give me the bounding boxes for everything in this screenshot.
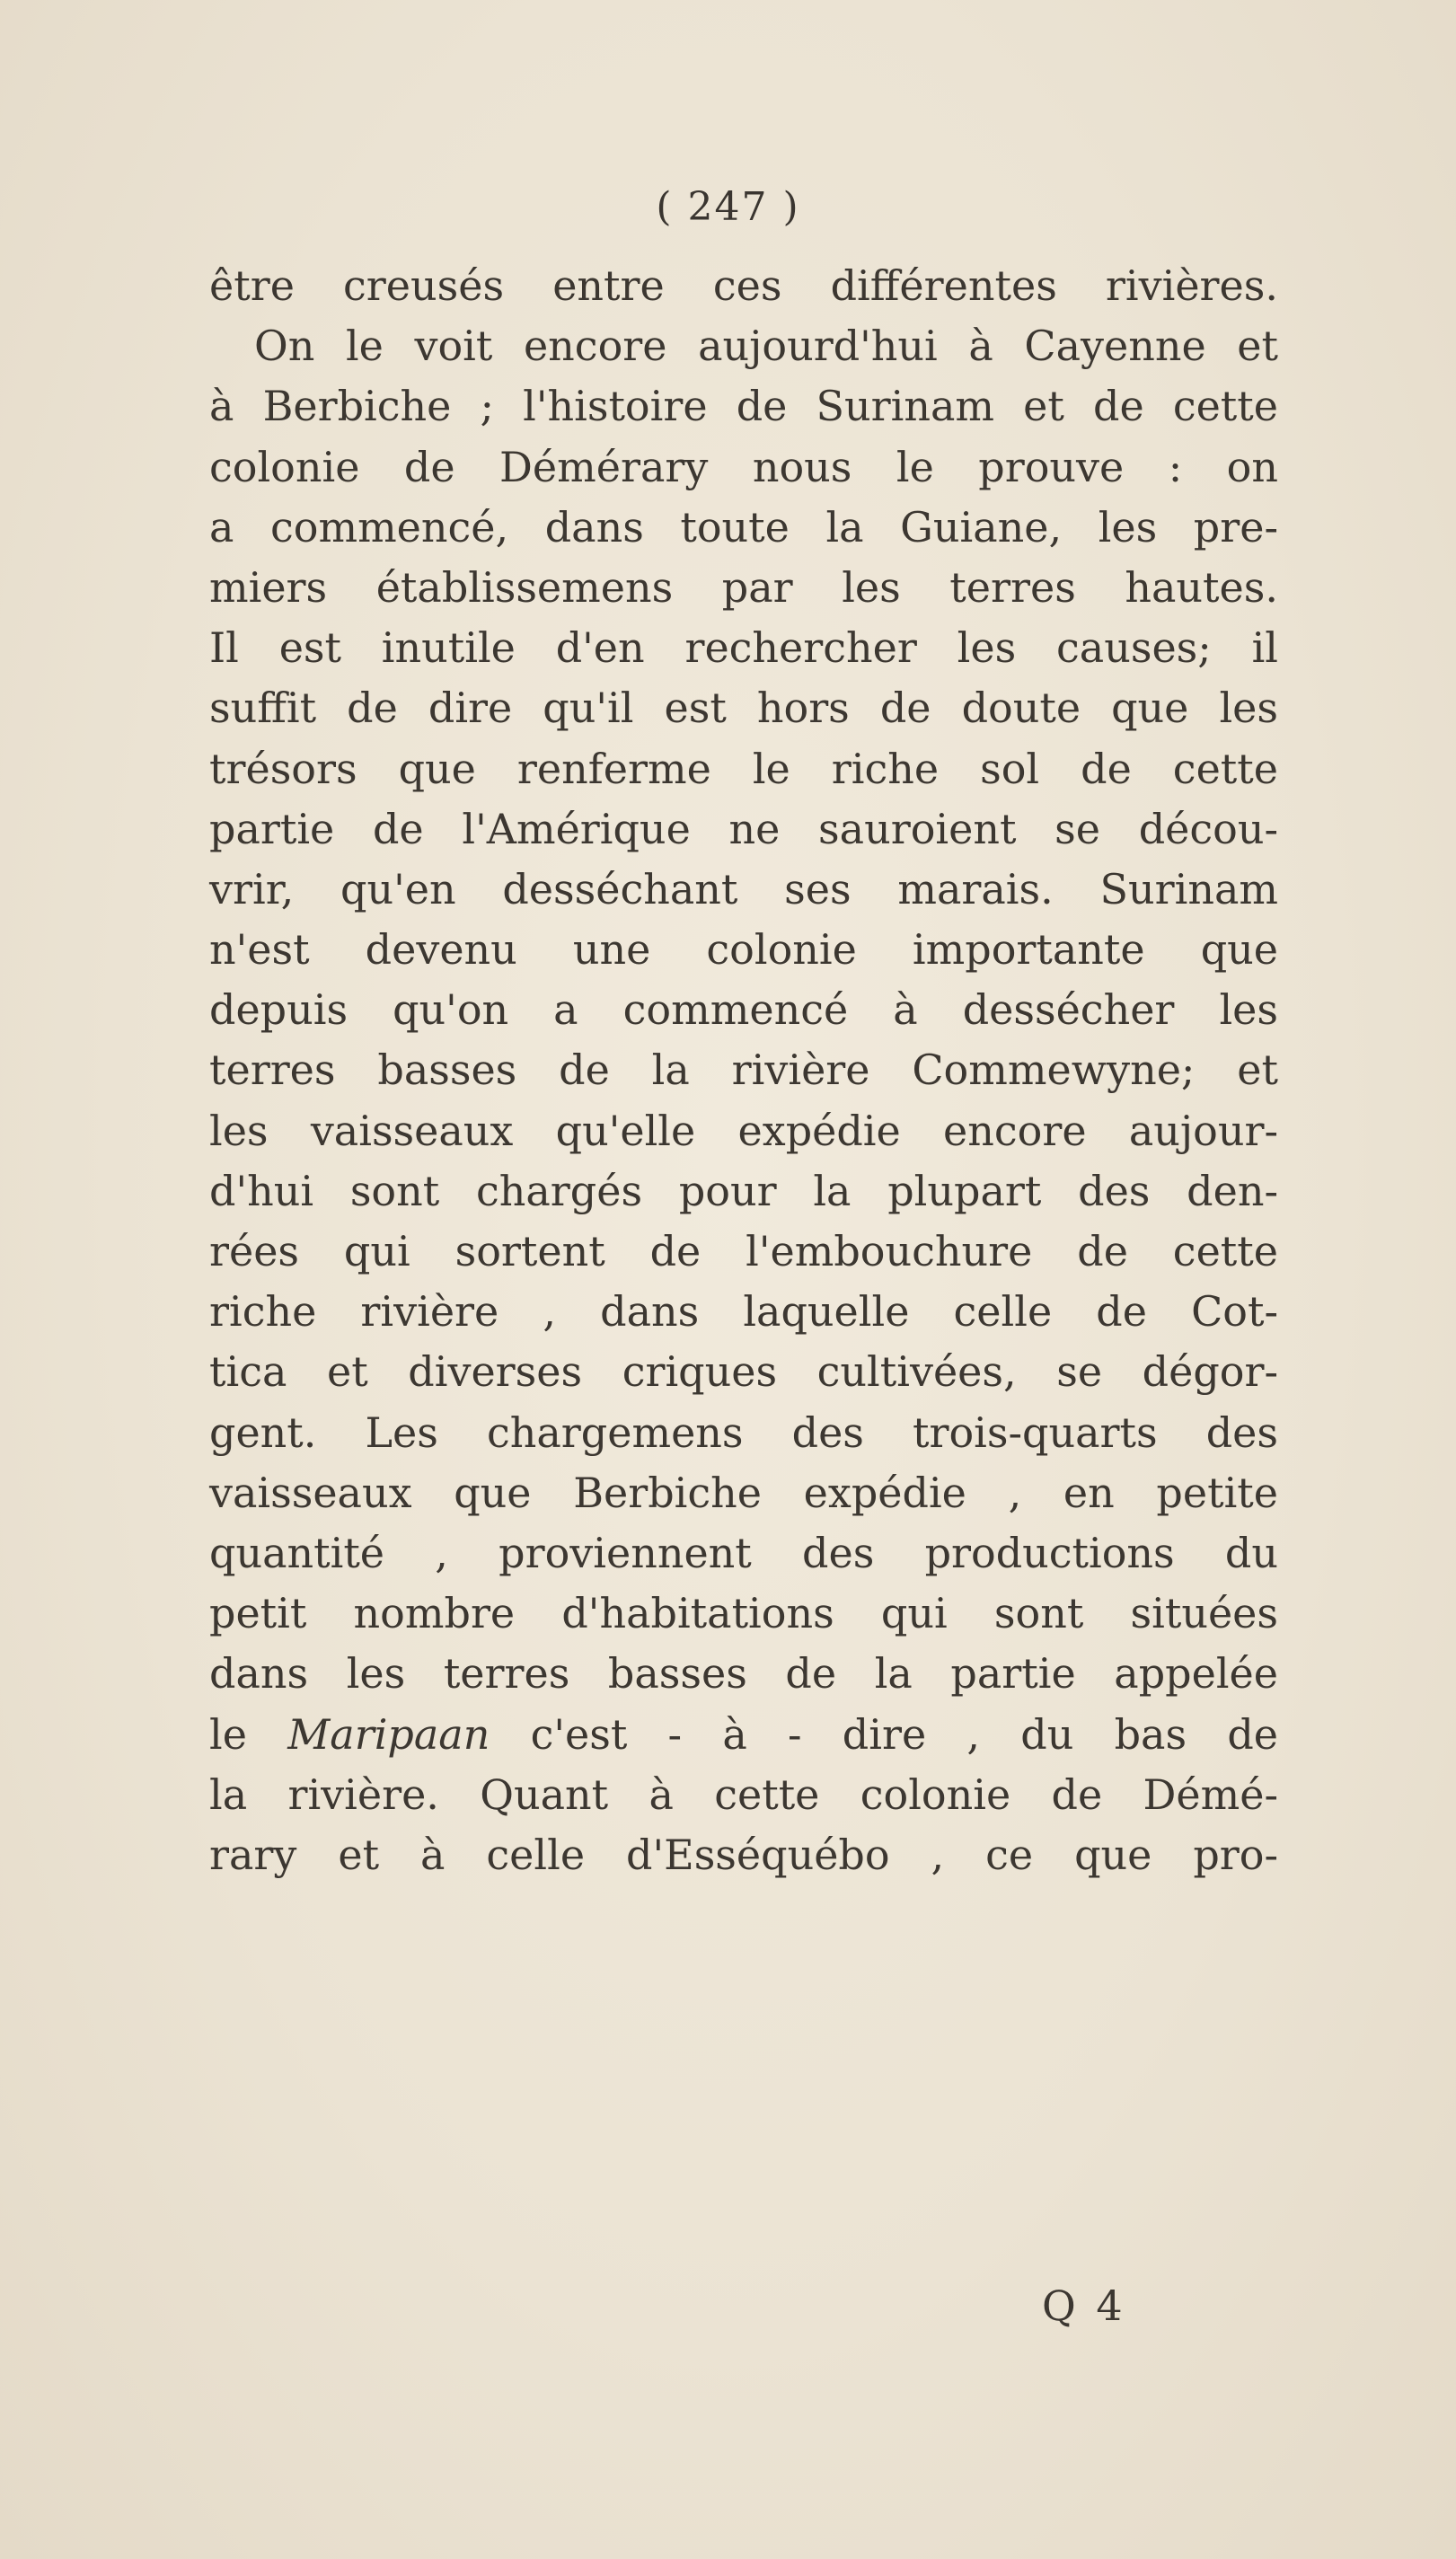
body-text bbox=[209, 256, 1278, 1885]
text-line: n'est devenu une colonie importante que bbox=[209, 925, 1278, 975]
text-fragment: c'est - à - dire , du bas de bbox=[490, 1709, 1278, 1759]
text-line: Il est inutile d'en rechercher les causes; il bbox=[209, 623, 1278, 673]
text-line: gent. Les chargemens des trois-quarts des bbox=[209, 1407, 1278, 1457]
text-line-maripaan bbox=[209, 1705, 1278, 1765]
maripaan-term: Maripaan bbox=[287, 1709, 490, 1759]
text-fragment: le bbox=[209, 1709, 288, 1759]
text-line: petit nombre d'habitations qui sont situées bbox=[209, 1589, 1278, 1638]
text-line: dans les terres basses de la partie appelée bbox=[209, 1649, 1278, 1699]
text-line: trésors que renferme le riche sol de cette bbox=[209, 744, 1278, 793]
text-line: la rivière. Quant à cette colonie de Démé- bbox=[209, 1769, 1278, 1819]
text-line: colonie de Démérary nous le prouve : on bbox=[209, 442, 1278, 491]
text-line: quantité , proviennent des productions du bbox=[209, 1528, 1278, 1577]
text-line: tica et diverses criques cultivées, se dégor- bbox=[209, 1347, 1278, 1397]
text-line: a commencé, dans toute la Guiane, les pre- bbox=[209, 502, 1278, 552]
text-line: depuis qu'on a commencé à dessécher les bbox=[209, 985, 1278, 1035]
text-line: On le voit encore aujourd'hui à Cayenne et bbox=[254, 322, 1278, 371]
text-line: les vaisseaux qu'elle expédie encore aujour- bbox=[209, 1106, 1278, 1155]
text-line: miers établissemens par les terres hautes. bbox=[209, 562, 1278, 612]
text-line: riche rivière , dans laquelle celle de Cot- bbox=[209, 1287, 1278, 1337]
signature-mark: Q 4 bbox=[1042, 2281, 1126, 2330]
text-line: suffit de dire qu'il est hors de doute que les bbox=[209, 684, 1278, 733]
text-line: partie de l'Amérique ne sauroient se décou- bbox=[209, 804, 1278, 853]
text-line: d'hui sont chargés pour la plupart des den- bbox=[209, 1166, 1278, 1215]
text-line: à Berbiche ; l'histoire de Surinam et de cette bbox=[209, 382, 1278, 431]
text-line: être creusés entre ces différentes rivières. bbox=[209, 261, 1278, 310]
text-line: rary et à celle d'Esséquébo , ce que pro- bbox=[209, 1830, 1278, 1879]
page-number: ( 247 ) bbox=[656, 184, 800, 230]
text-line: rées qui sortent de l'embouchure de cette bbox=[209, 1227, 1278, 1275]
text-line: vaisseaux que Berbiche expédie , en petite bbox=[209, 1468, 1278, 1517]
text-line: vrir, qu'en desséchant ses marais. Surinam bbox=[209, 864, 1278, 913]
text-line: terres basses de la rivière Commewyne; et bbox=[209, 1046, 1278, 1095]
